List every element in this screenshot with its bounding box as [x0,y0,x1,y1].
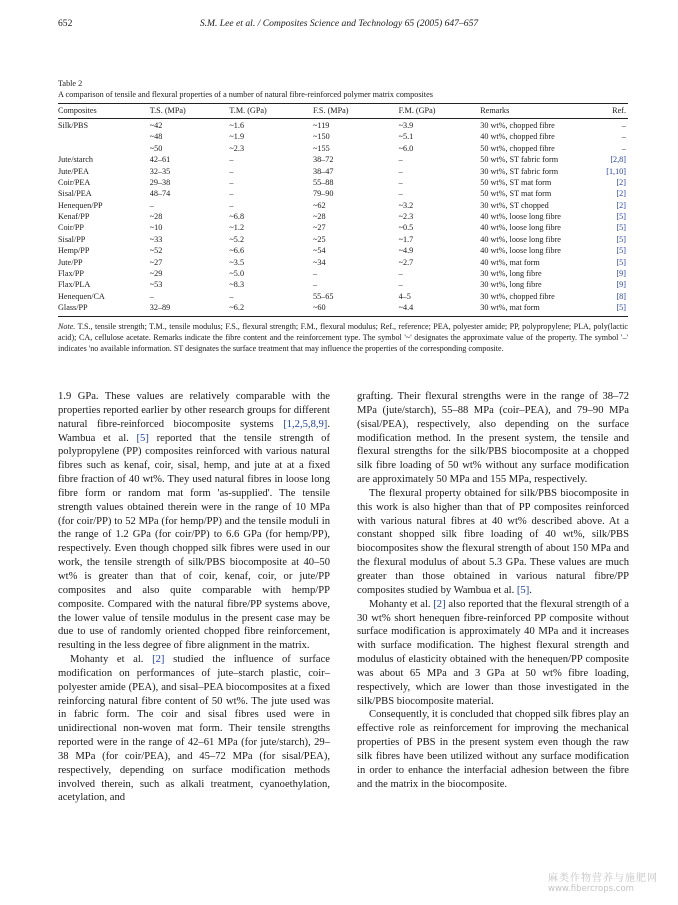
table-cell: 48–74 [149,189,171,199]
table-cell: – [229,177,234,187]
table-cell: ~27 [149,257,163,267]
table-cell: ~2.3 [229,143,245,153]
table-cell: – [312,269,318,279]
reference-link[interactable]: [9] [616,269,626,279]
table-header-row [58,104,628,119]
table-cell: 50 wt%, ST mat form [480,177,552,187]
table-cell: ~5.1 [398,132,414,142]
column-header: F.S. (MPa) [312,105,349,115]
table-row [58,166,628,177]
table-cell: ~6.0 [398,143,414,153]
table-row [58,269,628,280]
text-run: also reported that the flexural strength of a 30 wt% short henequen fibre-reinforced PP composite without surface modification is approximately 40 MPa and it increases with surface modification. The highest flexural strength and modulus of elasticity obtained with the henequen/PP composite was about 65 MPa and 3 GPa at 50 wt% fibre loading, respectively, which are lower than those investigated in the silk/PBS biocomposite material. [357,598,629,707]
table-cell: ~60 [313,303,399,317]
table-cell: 50 wt%, ST fabric form [480,155,559,165]
table-row [58,189,628,200]
table-row [58,246,628,257]
body-column-right [357,390,629,791]
table-cell: – [621,143,626,153]
table-row [58,177,628,188]
reference-link[interactable]: [8] [616,291,626,301]
table-cell: 55–88 [312,177,334,187]
page-header [58,18,620,29]
table-cell: 29–38 [149,177,171,187]
table-cell: ~62 [312,200,326,210]
table-cell [590,280,628,291]
table-cell: Glass/PP [58,303,150,317]
table-title: A comparison of tensile and flexural properties of a number of natural fibre-reinforced polymer matrix composites [58,89,433,99]
table-note [58,321,628,354]
text-run: Mohanty et al. [70,654,153,666]
table-cell: – [398,155,403,165]
table-cell: – [229,189,234,199]
note-text: T.S., tensile strength; T.M., tensile modulus; F.S., flexural strength; F.M., flexural modulus; Ref., reference; PEA, polyester amide; PP, polypropylene; PLA, poly(lactic acid); CA, cellulose acetate. Remarks indicate the fibre content and the reinforcement type. The symbol '~' designates the approximate value of the property. The symbol '–' indicates 'no available information. ST designates the surface treatment that may influence the properties of the corresponding composite. [58,322,628,353]
table-cell: ~53 [149,280,163,290]
table-cell: 50 wt%, ST mat form [480,189,552,199]
table-cell: ~155 [312,143,330,153]
table-cell [590,257,628,268]
table-label: Table 2 [58,79,83,88]
table-row [58,132,628,143]
citation-link[interactable]: [1,2,5,8,9] [283,418,328,430]
table-cell: ~6.8 [229,212,245,222]
reference-link[interactable]: [5] [616,257,626,267]
table-row [58,212,628,223]
table-cell: ~27 [312,223,326,233]
table-cell: ~25 [312,234,326,244]
table-cell [58,143,150,154]
table-cell: ~1.9 [229,132,245,142]
table-cell: ~10 [149,223,163,233]
table-cell: Hemp/PP [58,246,90,256]
table-cell [590,291,628,302]
column-header: T.M. (GPa) [229,105,267,115]
paragraph [58,390,330,653]
reference-link[interactable]: [5] [616,246,626,256]
table-cell: 30 wt%, chopped fibre [480,120,555,130]
reference-link[interactable]: [2] [616,189,626,199]
table-cell: Coir/PP [58,223,84,233]
table-cell: 32–35 [149,166,171,176]
table-cell: 38–72 [312,155,334,165]
table-row [58,303,628,317]
table-cell: ~50 [149,143,163,153]
text-run: . [529,584,532,596]
table-cell: 79–90 [312,189,334,199]
table-cell [590,200,628,211]
citation-link[interactable]: [5] [136,432,149,444]
reference-link[interactable]: [2] [616,200,626,210]
table-cell: ~33 [149,234,163,244]
column-header: T.S. (MPa) [149,105,186,115]
table-cell: Flax/PP [58,269,84,279]
reference-link[interactable]: [2] [616,177,626,187]
table-cell: – [229,166,234,176]
table-cell [590,166,628,177]
table-cell: ~54 [312,246,326,256]
table-cell: – [229,291,234,301]
table-cell: ~4.9 [398,246,414,256]
table-row [58,155,628,166]
table-cell: 40 wt%, loose long fibre [480,246,561,256]
table-cell: ~2.3 [398,212,414,222]
table-cell: ~119 [312,120,330,130]
table-cell: 55–65 [312,291,334,301]
table-cell: Kenaf/PP [58,212,90,222]
table-cell: ~1.2 [229,223,245,233]
table-cell: ~4.4 [399,303,481,317]
table-cell: ~48 [149,132,163,142]
table-row [58,234,628,245]
reference-link[interactable]: [5] [616,212,626,222]
paragraph: Consequently, it is concluded that chopped silk fibres play an effective role as reinforcement for improving the mechanical properties of PBS in the present system even though the raw silk fibres have been utilized without any surface modification in order to enhance the interfacial adhesion between the fibre and the matrix in the biocomposite. [357,709,629,790]
table-cell: – [312,280,318,290]
table-cell: Sisal/PP [58,234,86,244]
table-cell: ~6.6 [229,246,245,256]
table-cell: ~28 [149,212,163,222]
watermark-url: www.fibercrops.com [548,884,634,894]
table-cell [590,223,628,234]
site-watermark [548,873,658,895]
table-cell: 30 wt%, chopped fibre [480,291,555,301]
citation-link[interactable]: [2] [152,654,165,666]
table-cell: 30 wt%, long fibre [480,269,542,279]
table-cell: – [398,177,403,187]
text-run: reported that the tensile strength of polypropylene (PP) composites reinforced with various natural fibres such as kenaf, coir, sisal, hemp, and jute at at a fixed fibre fraction of 40 wt%. They used natural fibres in loose long fibre form or random mat form 'as-supplied'. The tensile strength values obtained therein were in the range of 10 MPa (for coir/PP) to 52 MPa (for hemp/PP) and the tensile moduli in the range of 1.2 GPa (for coir/PP) to 6.6 GPa (for hemp/PP), respectively. Even though chopped silk fibres were used in our work, the tensile strength of silk/PBS biocomposite at 40–50 wt% is greater than that of coir, kenaf, coir, or jute/PP composites and also quite comparable with hemp/PP composite. Compared with the natural fibre/PP systems above, the lower value of tensile modulus in the present case may be due to use of randomly oriented chopped fibre reinforcement, resulting in the less degree of fibre alignment in the matrix. [58,432,330,652]
table-cell [590,189,628,200]
table-cell: 40 wt%, loose long fibre [480,234,561,244]
table-cell: – [621,132,626,142]
table-cell: – [149,200,154,210]
reference-link[interactable]: [5] [616,223,626,233]
table-cell: 40 wt%, loose long fibre [480,212,561,222]
table-cell [590,177,628,188]
text-run: . Wambua et al. [58,418,330,444]
column-header: Remarks [480,105,510,115]
table-cell: Jute/PEA [58,166,89,176]
table-cell: ~28 [312,212,326,222]
table-cell [590,246,628,257]
table-cell: 30 wt%, ST chopped [480,200,549,210]
reference-link[interactable]: [5] [616,234,626,244]
table-cell: 4–5 [398,291,411,301]
text-run: The flexural property obtained for silk/PBS biocomposite in this work is also higher than that of PP composites reinforced with various natural fibres at 40 wt% described above. At a constant shopped silk fibre loading of 40 wt%, silk/PBS biocomposites show the flexural strength of about 150 MPa and the flexural modulus of about 5.3 GPa. These values are much greater than those obtained in various natural fibre/PP composites studied by Wambua et al. [357,487,629,596]
table-cell: ~0.5 [398,223,414,233]
table-cell: 30 wt%, ST fabric form [480,166,559,176]
table-cell [590,234,628,245]
table-row [58,143,628,154]
table-cell [590,212,628,223]
table-cell: – [398,166,403,176]
text-run: studied the influence of surface modification on performances of jute–starch plastic, coir–polyester amide (PEA), and sisal–PEA biocomposites at a fixed reinforcing natural fibre content of 50 wt%. The jute used was in fabric form. The coir and sisal fibres used were in unidirectional non-woven mat form. Their tensile strengths reported were in the range of 42–61 MPa (for jute/starch), 29–38 MPa (for coir/PEA), and 45–72 MPa (for sisal/PEA), respectively, depending on surface modification methods involved therein, such as alkali treatment, cyanoethylation, acetylation, and [58,654,331,804]
paragraph [58,653,330,805]
table-cell: Jute/starch [58,155,94,165]
table-cell: Silk/PBS [58,120,89,130]
reference-link[interactable]: [9] [616,280,626,290]
table-cell: – [149,291,154,301]
table-cell: – [398,280,403,290]
table-row [58,280,628,291]
table-cell: 40 wt%, chopped fibre [480,132,555,142]
table-cell: 42–61 [149,155,171,165]
table-cell: ~52 [149,246,163,256]
table-cell: ~5.2 [229,234,245,244]
table-cell: Henequen/PP [58,200,103,210]
table-cell [590,269,628,280]
table-cell: ~1.6 [229,120,245,130]
table-cell: ~8.3 [229,280,245,290]
table-cell: ~3.9 [398,120,414,130]
table-cell: 32–89 [150,303,230,317]
table-cell [590,303,628,317]
table-cell: – [398,189,403,199]
table-cell: – [229,200,234,210]
table-row [58,118,628,132]
watermark-title: 麻类作物营养与施肥网 [548,873,658,884]
table-cell [590,155,628,166]
reference-link[interactable]: [2,8] [610,155,626,165]
table-cell: 40 wt%, mat form [480,257,540,267]
text-run: 1.9 GPa. These values are relatively comparable with the properties reported earlier by other research groups for different natural fibre-reinforced biocomposite systems [58,391,330,430]
table-cell: ~34 [312,257,326,267]
table-cell: 40 wt%, loose long fibre [480,223,561,233]
table-cell: ~29 [149,269,163,279]
table-cell: 30 wt%, long fibre [480,280,542,290]
column-header: F.M. (GPa) [398,105,436,115]
table-body [58,118,628,317]
table-row [58,257,628,268]
table-row [58,291,628,302]
table-cell: ~3.2 [398,200,414,210]
table-cell: 38–47 [312,166,334,176]
running-head: S.M. Lee et al. / Composites Science and Technology 65 (2005) 647–657 [199,18,479,29]
table-cell [58,132,150,143]
note-lead: Note. [58,322,76,331]
table-cell: ~150 [312,132,330,142]
table-cell: ~2.7 [398,257,414,267]
table-cell: ~6.2 [229,303,313,317]
paragraph: grafting. Their flexural strengths were in the range of 38–72 MPa (jute/starch), 55–88 MPa (coir–PEA), and 79–90 MPa (sisal/PEA), respectively, also depending on the surface modification method. In the present system, the tensile and flexural strengths for the silk/PBS biocomposite at a chopped silk fibre loading of 50 wt% without any surface modification are approximately 50 MPa and 155 MPa, respectively. [357,391,629,486]
text-run: Mohanty et al. [369,598,434,610]
column-header: Composites [58,105,97,115]
table-cell: – [398,269,403,279]
table-cell: 30 wt%, mat form [480,303,590,317]
table-cell: – [621,120,626,130]
reference-link[interactable]: [5] [616,303,626,313]
table-cell: Sisal/PEA [58,189,92,199]
paragraph [357,487,629,598]
table-row [58,223,628,234]
body-column-left [58,390,330,805]
table-row [58,200,628,211]
table-cell: 50 wt%, chopped fibre [480,143,555,153]
citation-link[interactable]: [2] [433,598,446,610]
table-cell: ~42 [149,120,163,130]
column-header: Ref. [612,105,626,115]
paragraph [357,598,629,709]
table-cell: Coir/PEA [58,177,91,187]
table-cell: ~1.7 [398,234,414,244]
table-caption [58,79,628,100]
table-cell: ~3.5 [229,257,245,267]
table-cell: ~5.0 [229,269,245,279]
table-cell: Henequen/CA [58,291,105,301]
comparison-table [58,103,628,317]
table-cell: Jute/PP [58,257,83,267]
reference-link[interactable]: [1,10] [606,166,626,176]
table-cell: – [229,155,234,165]
page-number: 652 [58,18,73,29]
citation-link[interactable]: [5] [516,584,530,596]
table-cell: Flax/PLA [58,280,91,290]
